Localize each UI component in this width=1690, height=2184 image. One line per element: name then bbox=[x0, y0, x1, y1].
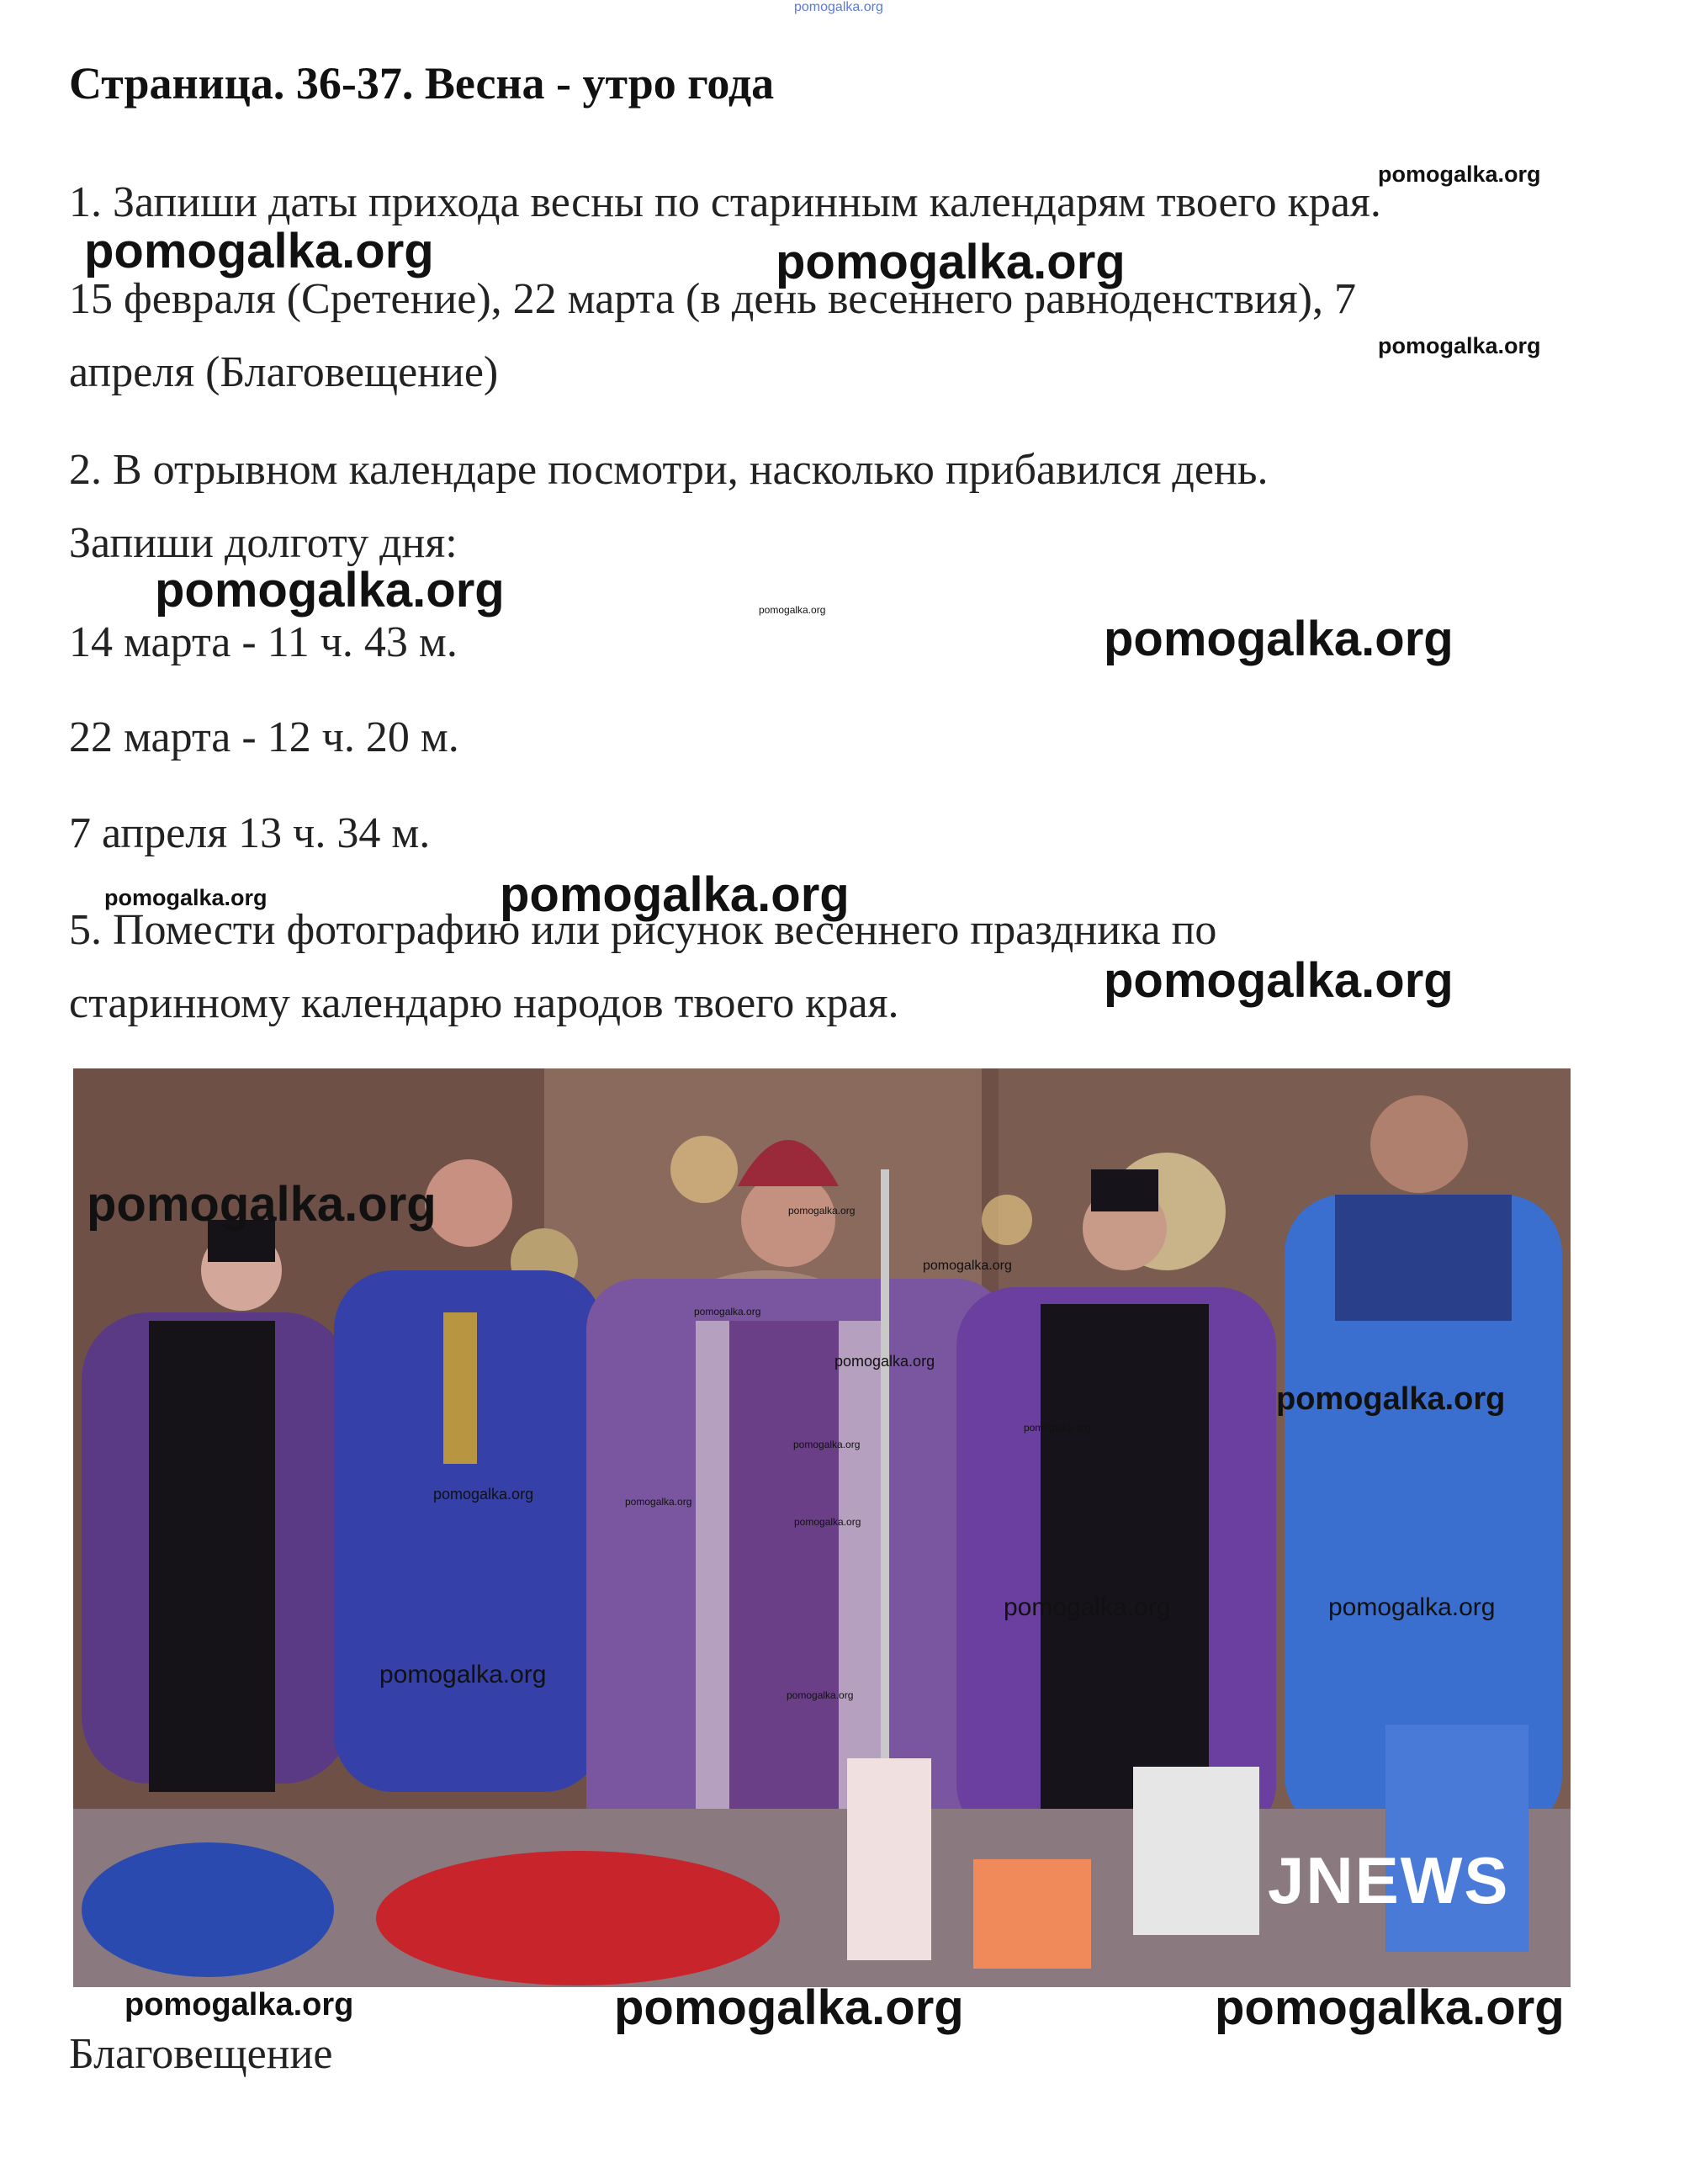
task5-question-line2: старинному календарю народов твоего края. bbox=[69, 979, 899, 1027]
watermark: pomogalka.org bbox=[1104, 953, 1454, 1008]
jnews-logo: JNEWS bbox=[1268, 1843, 1510, 1917]
watermark: pomogalka.org bbox=[787, 1689, 854, 1701]
watermark: pomogalka.org bbox=[759, 604, 826, 616]
top-watermark: pomogalka.org bbox=[794, 0, 883, 14]
watermark: pomogalka.org bbox=[694, 1306, 761, 1317]
watermark: pomogalka.org bbox=[87, 1177, 437, 1232]
watermark: pomogalka.org bbox=[1276, 1381, 1506, 1417]
task2-question: 2. В отрывном календаре посмотри, насколько прибавился день. bbox=[69, 446, 1269, 494]
task2-prompt: Запиши долготу дня: bbox=[69, 519, 458, 567]
watermark: pomogalka.org bbox=[1378, 333, 1541, 358]
task1-answer-line2: апреля (Благовещение) bbox=[69, 348, 499, 396]
day-length-entry: 22 марта - 12 ч. 20 м. bbox=[69, 713, 459, 761]
watermark: pomogalka.org bbox=[794, 1516, 861, 1528]
watermark: pomogalka.org bbox=[1378, 162, 1541, 187]
watermark: pomogalka.org bbox=[500, 867, 850, 922]
watermark: pomogalka.org bbox=[104, 885, 268, 910]
watermark: pomogalka.org bbox=[84, 224, 434, 278]
day-length-entry: 14 марта - 11 ч. 43 м. bbox=[69, 618, 458, 666]
task5-question-line1: 5. Помести фотографию или рисунок весеннего праздника по bbox=[69, 906, 1217, 954]
watermark: pomogalka.org bbox=[433, 1486, 534, 1503]
watermark: pomogalka.org bbox=[923, 1259, 1012, 1273]
watermark: pomogalka.org bbox=[625, 1496, 692, 1508]
watermark: pomogalka.org bbox=[1215, 1980, 1565, 2035]
watermark: pomogalka.org bbox=[793, 1439, 861, 1450]
watermark: pomogalka.org bbox=[1004, 1593, 1171, 1621]
task1-answer-line1: 15 февраля (Сретение), 22 марта (в день весеннего равноденствия), 7 bbox=[69, 275, 1356, 323]
photo-caption: Благовещение bbox=[69, 2030, 333, 2078]
page-title: Страница. 36-37. Весна - утро года bbox=[69, 58, 775, 109]
watermark: pomogalka.org bbox=[788, 1205, 856, 1217]
task1-question: 1. Запиши даты прихода весны по старинным календарям твоего края. bbox=[69, 178, 1381, 226]
watermark: pomogalka.org bbox=[1328, 1593, 1496, 1621]
watermark: pomogalka.org bbox=[155, 563, 505, 618]
watermark: pomogalka.org bbox=[379, 1661, 547, 1688]
watermark: pomogalka.org bbox=[776, 235, 1126, 289]
annunciation-photo bbox=[73, 1068, 1571, 1987]
watermark: pomogalka.org bbox=[834, 1353, 935, 1370]
watermark: pomogalka.org bbox=[1024, 1422, 1091, 1434]
watermark: pomogalka.org bbox=[614, 1980, 964, 2035]
watermark: pomogalka.org bbox=[124, 1987, 354, 2022]
watermark: pomogalka.org bbox=[1104, 612, 1454, 666]
day-length-entry: 7 апреля 13 ч. 34 м. bbox=[69, 809, 431, 857]
